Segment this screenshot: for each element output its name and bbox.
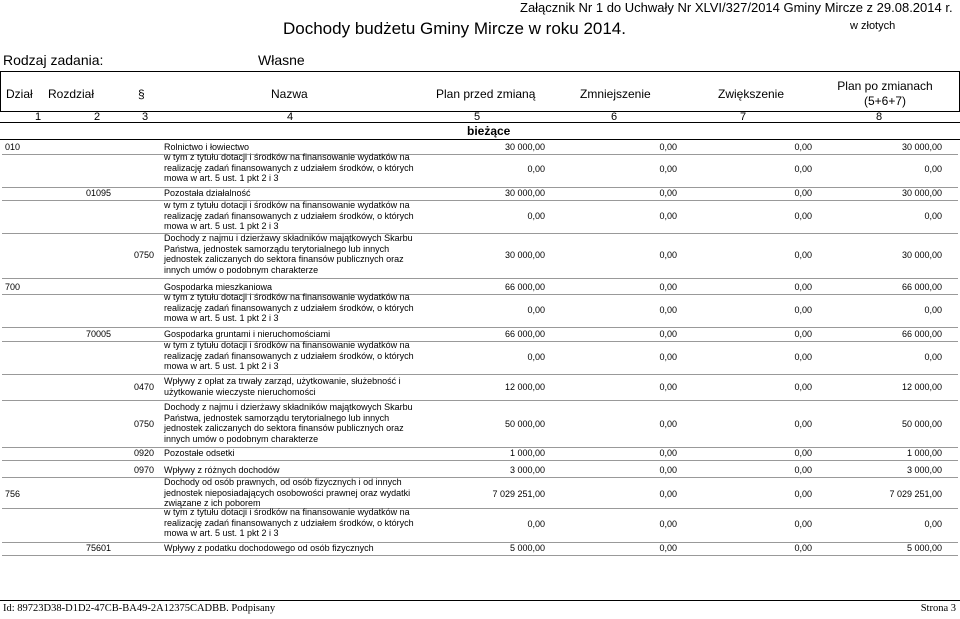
cell-nazwa: Wpływy z podatku dochodowego od osób fizycznych	[164, 543, 374, 553]
cell-nazwa: Rolnictwo i łowiectwo	[164, 142, 250, 152]
cell-zw: 0,00	[794, 211, 812, 221]
row-separator	[2, 278, 958, 279]
col-number: 8	[876, 111, 883, 123]
cell-nazwa: Dochody od osób prawnych, od osób fizycznych i od innych jednostek nieposiadających osobowości prawnej oraz wydatki związane z ich poborem	[164, 477, 411, 508]
col-header-rozdzial: Rozdział	[48, 87, 95, 101]
cell-zmn: 0,00	[659, 164, 677, 174]
col-header-plan-przed: Plan przed zmianą	[436, 87, 536, 101]
plan-po-label: Plan po zmianach	[837, 79, 933, 93]
cell-zw: 0,00	[794, 282, 812, 292]
col-number: 2	[94, 111, 101, 123]
cell-po: 0,00	[924, 352, 942, 362]
cell-po: 30 000,00	[901, 142, 942, 152]
cell-nazwa: w tym z tytułu dotacji i środków na finansowanie wydatków na realizację zadań finansowanych z udziałem środków, o których mowa w art. 5 ust. 1 pkt 2 i 3	[164, 507, 414, 538]
row-separator	[2, 187, 958, 188]
cell-zw: 0,00	[794, 329, 812, 339]
cell-po: 0,00	[924, 519, 942, 529]
document-title: Dochody budżetu Gminy Mircze w roku 2014.	[283, 19, 626, 38]
cell-po: 0,00	[924, 211, 942, 221]
cell-zmn: 0,00	[659, 188, 677, 198]
cell-zw: 0,00	[794, 188, 812, 198]
cell-po: 30 000,00	[901, 250, 942, 260]
cell-plan: 0,00	[527, 519, 545, 529]
col-number: 4	[287, 111, 294, 123]
cell-nazwa: Wpływy z różnych dochodów	[164, 465, 280, 475]
cell-zmn: 0,00	[659, 250, 677, 260]
footer-line	[0, 600, 960, 601]
cell-dzial: 010	[5, 142, 21, 152]
cell-plan: 7 029 251,00	[492, 489, 545, 499]
cell-plan: 0,00	[527, 352, 545, 362]
task-type-label: Rodzaj zadania:	[3, 52, 104, 68]
row-separator	[2, 460, 958, 461]
cell-plan: 50 000,00	[504, 419, 545, 429]
cell-zw: 0,00	[794, 305, 812, 315]
cell-zmn: 0,00	[659, 305, 677, 315]
cell-zw: 0,00	[794, 142, 812, 152]
cell-dzial: 756	[5, 489, 21, 499]
cell-plan: 1 000,00	[509, 448, 545, 458]
col-header-paragraf: §	[138, 87, 145, 101]
cell-nazwa: w tym z tytułu dotacji i środków na finansowanie wydatków na realizację zadań finansowanych z udziałem środków, o których mowa w art. 5 ust. 1 pkt 2 i 3	[164, 292, 414, 323]
cell-rozdzial: 75601	[86, 543, 112, 553]
cell-po: 30 000,00	[901, 188, 942, 198]
section-label-biezace: bieżące	[467, 124, 511, 138]
col-number: 7	[740, 111, 747, 123]
cell-nazwa: Dochody z najmu i dzierżawy składników majątkowych Skarbu Państwa, jednostek samorządu terytorialnego lub innych jednostek zaliczanych do sektora finansów publicznych oraz innych umów o podobnym charakterze	[164, 233, 413, 275]
row-separator	[2, 233, 958, 234]
row-separator	[2, 374, 958, 375]
cell-po: 7 029 251,00	[889, 489, 942, 499]
attachment-note: Załącznik Nr 1 do Uchwały Nr XLVI/327/2014 Gminy Mircze z 29.08.2014 r.	[520, 0, 953, 15]
biezace-bottom-line	[0, 139, 960, 140]
cell-nazwa: Gospodarka gruntami i nieruchomościami	[164, 329, 331, 339]
cell-zmn: 0,00	[659, 329, 677, 339]
cell-po: 66 000,00	[901, 329, 942, 339]
row-separator	[2, 327, 958, 328]
cell-zw: 0,00	[794, 448, 812, 458]
cell-paragraf: 0970	[134, 465, 155, 475]
unit-label: w złotych	[850, 20, 896, 32]
cell-zw: 0,00	[794, 465, 812, 475]
row-separator	[2, 542, 958, 543]
cell-nazwa: w tym z tytułu dotacji i środków na finansowanie wydatków na realizację zadań finansowanych z udziałem środków, o których mowa w art. 5 ust. 1 pkt 2 i 3	[164, 340, 414, 371]
task-type-value: Własne	[258, 52, 305, 68]
row-separator	[2, 200, 958, 201]
col-header-dzial: Dział	[6, 87, 33, 101]
cell-zmn: 0,00	[659, 211, 677, 221]
cell-paragraf: 0750	[134, 250, 155, 260]
cell-po: 12 000,00	[901, 382, 942, 392]
cell-plan: 66 000,00	[504, 282, 545, 292]
col-header-zwiekszenie: Zwiększenie	[718, 87, 785, 101]
cell-rozdzial: 01095	[86, 188, 112, 198]
cell-dzial: 700	[5, 282, 21, 292]
cell-nazwa: Wpływy z opłat za trwały zarząd, użytkowanie, służebność i użytkowanie wieczyste nieruchomości	[164, 376, 401, 397]
cell-zw: 0,00	[794, 250, 812, 260]
row-separator	[2, 400, 958, 401]
cell-nazwa: Pozostałe odsetki	[164, 448, 235, 458]
cell-plan: 12 000,00	[504, 382, 545, 392]
cell-nazwa: Gospodarka mieszkaniowa	[164, 282, 273, 292]
row-separator	[2, 555, 958, 556]
col-sep	[0, 72, 1, 112]
cell-zmn: 0,00	[659, 352, 677, 362]
cell-plan: 3 000,00	[509, 465, 545, 475]
row-separator	[2, 477, 958, 478]
cell-zmn: 0,00	[659, 448, 677, 458]
col-number: 1	[35, 111, 42, 123]
cell-paragraf: 0750	[134, 419, 155, 429]
col-number: 5	[474, 111, 481, 123]
cell-plan: 5 000,00	[509, 543, 545, 553]
cell-plan: 0,00	[527, 164, 545, 174]
col-header-zmniejszenie: Zmniejszenie	[580, 87, 651, 101]
col-number: 6	[611, 111, 618, 123]
cell-zw: 0,00	[794, 489, 812, 499]
cell-plan: 30 000,00	[504, 142, 545, 152]
row-separator	[2, 341, 958, 342]
cell-zmn: 0,00	[659, 489, 677, 499]
cell-zmn: 0,00	[659, 465, 677, 475]
cell-plan: 30 000,00	[504, 250, 545, 260]
cell-zw: 0,00	[794, 164, 812, 174]
cell-zmn: 0,00	[659, 543, 677, 553]
cell-nazwa: w tym z tytułu dotacji i środków na finansowanie wydatków na realizację zadań finansowanych z udziałem środków, o których mowa w art. 5 ust. 1 pkt 2 i 3	[164, 152, 414, 183]
cell-paragraf: 0470	[134, 382, 155, 392]
col-number: 3	[142, 111, 149, 123]
cell-zw: 0,00	[794, 382, 812, 392]
document-id: Id: 89723D38-D1D2-47CB-BA49-2A12375CADBB. Podpisany	[3, 603, 276, 614]
cell-rozdzial: 70005	[86, 329, 112, 339]
cell-plan: 30 000,00	[504, 188, 545, 198]
cell-po: 5 000,00	[906, 543, 942, 553]
cell-nazwa: w tym z tytułu dotacji i środków na finansowanie wydatków na realizację zadań finansowanych z udziałem środków, o których mowa w art. 5 ust. 1 pkt 2 i 3	[164, 200, 414, 231]
cell-zmn: 0,00	[659, 142, 677, 152]
cell-paragraf: 0920	[134, 448, 155, 458]
cell-zw: 0,00	[794, 352, 812, 362]
cell-plan: 0,00	[527, 305, 545, 315]
cell-plan: 0,00	[527, 211, 545, 221]
cell-po: 0,00	[924, 164, 942, 174]
cell-zmn: 0,00	[659, 382, 677, 392]
cell-po: 50 000,00	[901, 419, 942, 429]
row-separator	[2, 154, 958, 155]
cell-po: 0,00	[924, 305, 942, 315]
cell-po: 3 000,00	[906, 465, 942, 475]
cell-zmn: 0,00	[659, 282, 677, 292]
row-separator	[2, 294, 958, 295]
cell-zw: 0,00	[794, 543, 812, 553]
col-header-plan-po	[830, 78, 940, 110]
page-number: Strona 3	[920, 603, 956, 614]
plan-po-formula: (5+6+7)	[863, 94, 907, 108]
cell-zmn: 0,00	[659, 519, 677, 529]
col-header-nazwa: Nazwa	[271, 87, 308, 101]
cell-zw: 0,00	[794, 419, 812, 429]
cell-plan: 66 000,00	[504, 329, 545, 339]
cell-zw: 0,00	[794, 519, 812, 529]
cell-po: 1 000,00	[906, 448, 942, 458]
header-top-line	[0, 71, 960, 72]
cell-nazwa: Dochody z najmu i dzierżawy składników majątkowych Skarbu Państwa, jednostek samorządu terytorialnego lub innych jednostek zaliczanych do sektora finansów publicznych oraz innych umów o podobnym charakterze	[164, 402, 413, 444]
cell-po: 66 000,00	[901, 282, 942, 292]
cell-zmn: 0,00	[659, 419, 677, 429]
cell-nazwa: Pozostała działalność	[164, 188, 251, 198]
row-separator	[2, 508, 958, 509]
